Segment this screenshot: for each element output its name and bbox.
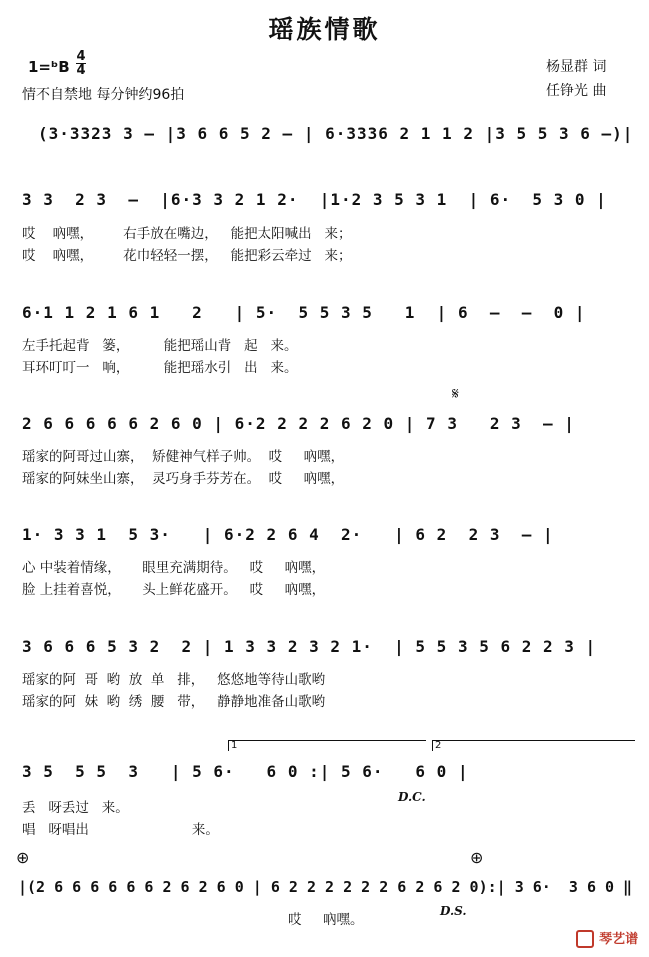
lyrics-line-5-verse-2: 脸 上挂着喜悦， 头上鲜花盛开。 哎 吶嘿， <box>22 582 326 598</box>
notation-line-7: 3 5 5 5 3 | 5 6· 6 0 :| 5 6· 6 0 | <box>22 762 469 781</box>
segno-icon: 𝄋 <box>452 384 459 403</box>
logo-icon <box>576 930 594 948</box>
song-title: 瑶族情歌 <box>268 15 381 44</box>
lyricist: 杨显群 词 <box>546 59 607 75</box>
notation-line-6: 3 6 6 6 5 3 2 2 | 1 3 3 2 3 2 1· | 5 5 3 5 6 2 2 3 | <box>22 637 597 656</box>
watermark-text: 琴艺谱 <box>599 932 639 947</box>
dc-marking: D.C. <box>398 790 426 804</box>
lyrics-line-4-verse-2: 瑶家的阿妹坐山寨， 灵巧身手芬芳在。 哎 吶嘿， <box>22 471 345 487</box>
lyrics-line-2-verse-2: 哎 吶嘿， 花巾轻轻一摆， 能把彩云牵过 来； <box>22 248 352 264</box>
lyrics-line-4-verse-1: 瑶家的阿哥过山寨， 矫健神气样子帅。 哎 吶嘿， <box>22 449 345 465</box>
key-signature: 1=ᵇB <box>28 58 70 76</box>
lyrics-line-7-verse-2: 唱 呀唱出 来。 <box>22 822 219 838</box>
lyrics-line-6-verse-1: 瑶家的阿 哥 哟 放 单 排， 悠悠地等待山歌哟 <box>22 672 326 688</box>
time-top: 4 <box>76 49 86 64</box>
volta-bracket-1: 1 <box>228 740 426 751</box>
coda-icon: ⊕ <box>16 848 30 867</box>
lyrics-line-7-verse-1: 丢 呀丢过 来。 <box>22 800 129 816</box>
time-signature <box>76 50 86 77</box>
notation-line-8: |(2 6 6 6 6 6 6 2 6 2 6 0 | 6 2 2 2 2 2 2 6 2 6 2 0):| 3 6· 3 6 0 ‖ <box>18 878 633 896</box>
composer: 任铮光 曲 <box>546 83 607 99</box>
lyrics-line-5-verse-1: 心 中装着情缘， 眼里充满期待。 哎 吶嘿， <box>22 560 326 576</box>
volta-bracket-2: 2 <box>432 740 635 751</box>
lyrics-line-3-verse-2: 耳环叮叮一 响， 能把瑶水引 出 来。 <box>22 360 298 376</box>
lyrics-line-8: 哎 吶嘿。 <box>22 912 364 928</box>
watermark <box>576 928 638 948</box>
notation-line-2: 3 3 2 3 – |6·3 3 2 1 2· |1·2 3 5 3 1 | 6· 5 3 0 | <box>22 190 607 209</box>
lyrics-line-3-verse-1: 左手托起背 篓， 能把瑶山背 起 来。 <box>22 338 298 354</box>
notation-line-5: 1· 3 3 1 5 3· | 6·2 2 6 4 2· | 6 2 2 3 – | <box>22 525 554 544</box>
lyrics-line-2-verse-1: 哎 吶嘿， 右手放在嘴边， 能把太阳喊出 来； <box>22 226 352 242</box>
time-bottom: 4 <box>76 63 86 78</box>
ds-marking: D.S. <box>440 904 467 918</box>
notation-line-4: 2 6 6 6 6 6 2 6 0 | 6·2 2 2 2 6 2 0 | 7 3 2 3 – | <box>22 414 575 433</box>
lyrics-line-6-verse-2: 瑶家的阿 妹 哟 绣 腰 带， 静静地准备山歌哟 <box>22 694 326 710</box>
notation-line-3: 6·1 1 2 1 6 1 2 | 5· 5 5 3 5 1 | 6 – – 0 | <box>22 303 586 322</box>
coda-icon: ⊕ <box>470 848 484 867</box>
tempo-marking: 情不自禁地 每分钟约96拍 <box>22 87 185 103</box>
notation-line-1: (3·3323 3 – |3 6 6 5 2 – | 6·3336 2 1 1 2 |3 5 5 3 6 –)| <box>38 124 634 143</box>
